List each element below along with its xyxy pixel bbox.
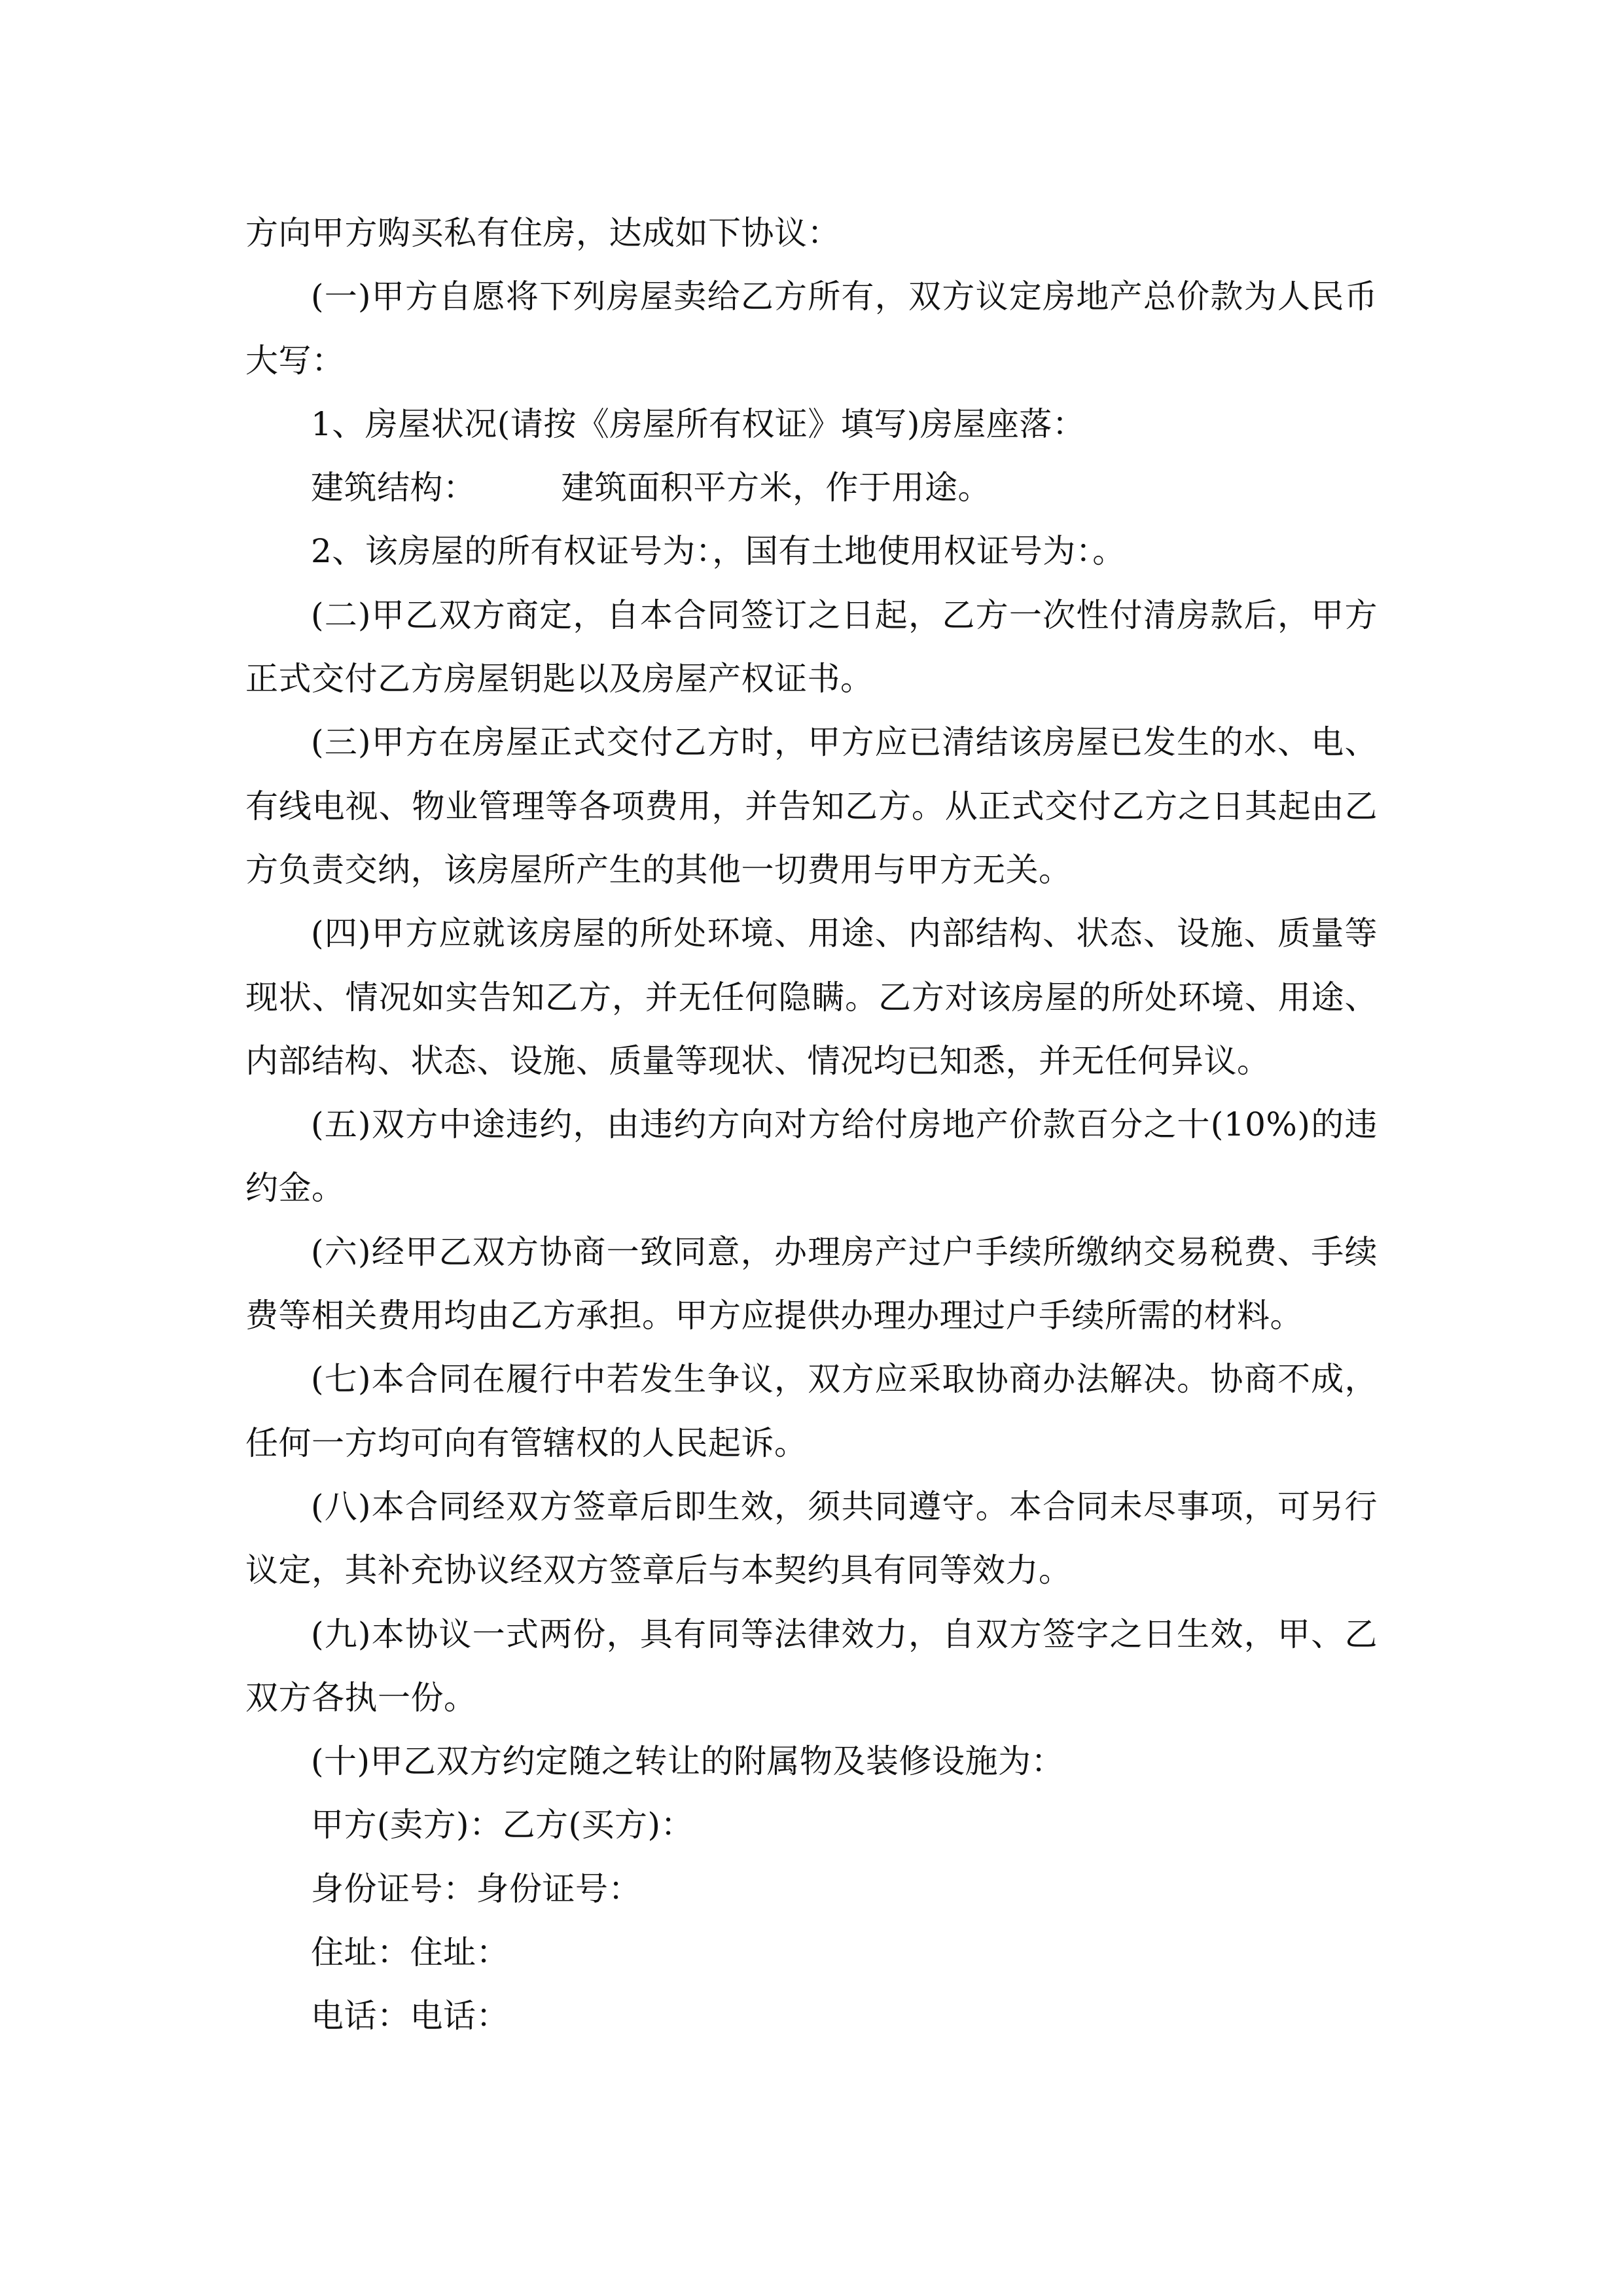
clause-9: (九)本协议一式两份，具有同等法律效力，自双方签字之日生效，甲、乙双方各执一份。 xyxy=(245,1615,1378,1717)
clause-1: (一)甲方自愿将下列房屋卖给乙方所有，双方议定房地产总价款为人民币大写： xyxy=(245,278,1378,380)
clause-1-item-2: 2、该房屋的所有权证号为：，国有土地使用权证号为：。 xyxy=(311,532,1126,571)
clause-8: (八)本合同经双方签章后即生效，须共同遵守。本合同未尽事项，可另行议定，其补充协议经双方签章后与本契约具有同等效力。 xyxy=(245,1487,1378,1590)
contract-body xyxy=(245,202,1378,2049)
clause-10: (十)甲乙双方约定随之转让的附属物及装修设施为： xyxy=(311,1742,1065,1781)
id-number-line: 身份证号：身份证号： xyxy=(311,1869,641,1908)
clause-6: (六)经甲乙双方协商一致同意，办理房产过户手续所缴纳交易税费、手续费等相关费用均由乙方承担。甲方应提供办理办理过户手续所需的材料。 xyxy=(245,1232,1378,1335)
clause-7: (七)本合同在履行中若发生争议，双方应采取协商办法解决。协商不成，任何一方均可向有管辖权的人民起诉。 xyxy=(245,1360,1378,1462)
building-area-text: 建筑面积平方米，作于用途。 xyxy=(561,469,991,507)
address-line: 住址：住址： xyxy=(311,1933,509,1972)
building-structure-label: 建筑结构： xyxy=(311,469,476,507)
building-structure-line xyxy=(245,456,1378,520)
paragraph-intro: 方向甲方购买私有住房，达成如下协议： xyxy=(245,214,840,252)
clause-5: (五)双方中途违约，由违约方向对方给付房地产价款百分之十(10%)的违约金。 xyxy=(245,1105,1378,1208)
clause-4: (四)甲方应就该房屋的所处环境、用途、内部结构、状态、设施、质量等现状、情况如实告知乙方，并无任何隐瞒。乙方对该房屋的所处环境、用途、内部结构、状态、设施、质量等现状、情况均已知悉，并无任何异议。 xyxy=(245,914,1378,1080)
phone-line: 电话：电话： xyxy=(311,1997,509,2036)
clause-2: (二)甲乙双方商定，自本合同签订之日起，乙方一次性付清房款后，甲方正式交付乙方房屋钥匙以及房屋产权证书。 xyxy=(245,596,1378,698)
party-names-line: 甲方(卖方)：乙方(买方)： xyxy=(311,1806,694,1844)
clause-3: (三)甲方在房屋正式交付乙方时，甲方应已清结该房屋已发生的水、电、有线电视、物业管理等各项费用，并告知乙方。从正式交付乙方之日其起由乙方负责交纳，该房屋所产生的其他一切费用与甲方无关。 xyxy=(245,723,1378,889)
clause-1-item-1: 1、房屋状况(请按《房屋所有权证》填写)房屋座落： xyxy=(311,404,1086,443)
